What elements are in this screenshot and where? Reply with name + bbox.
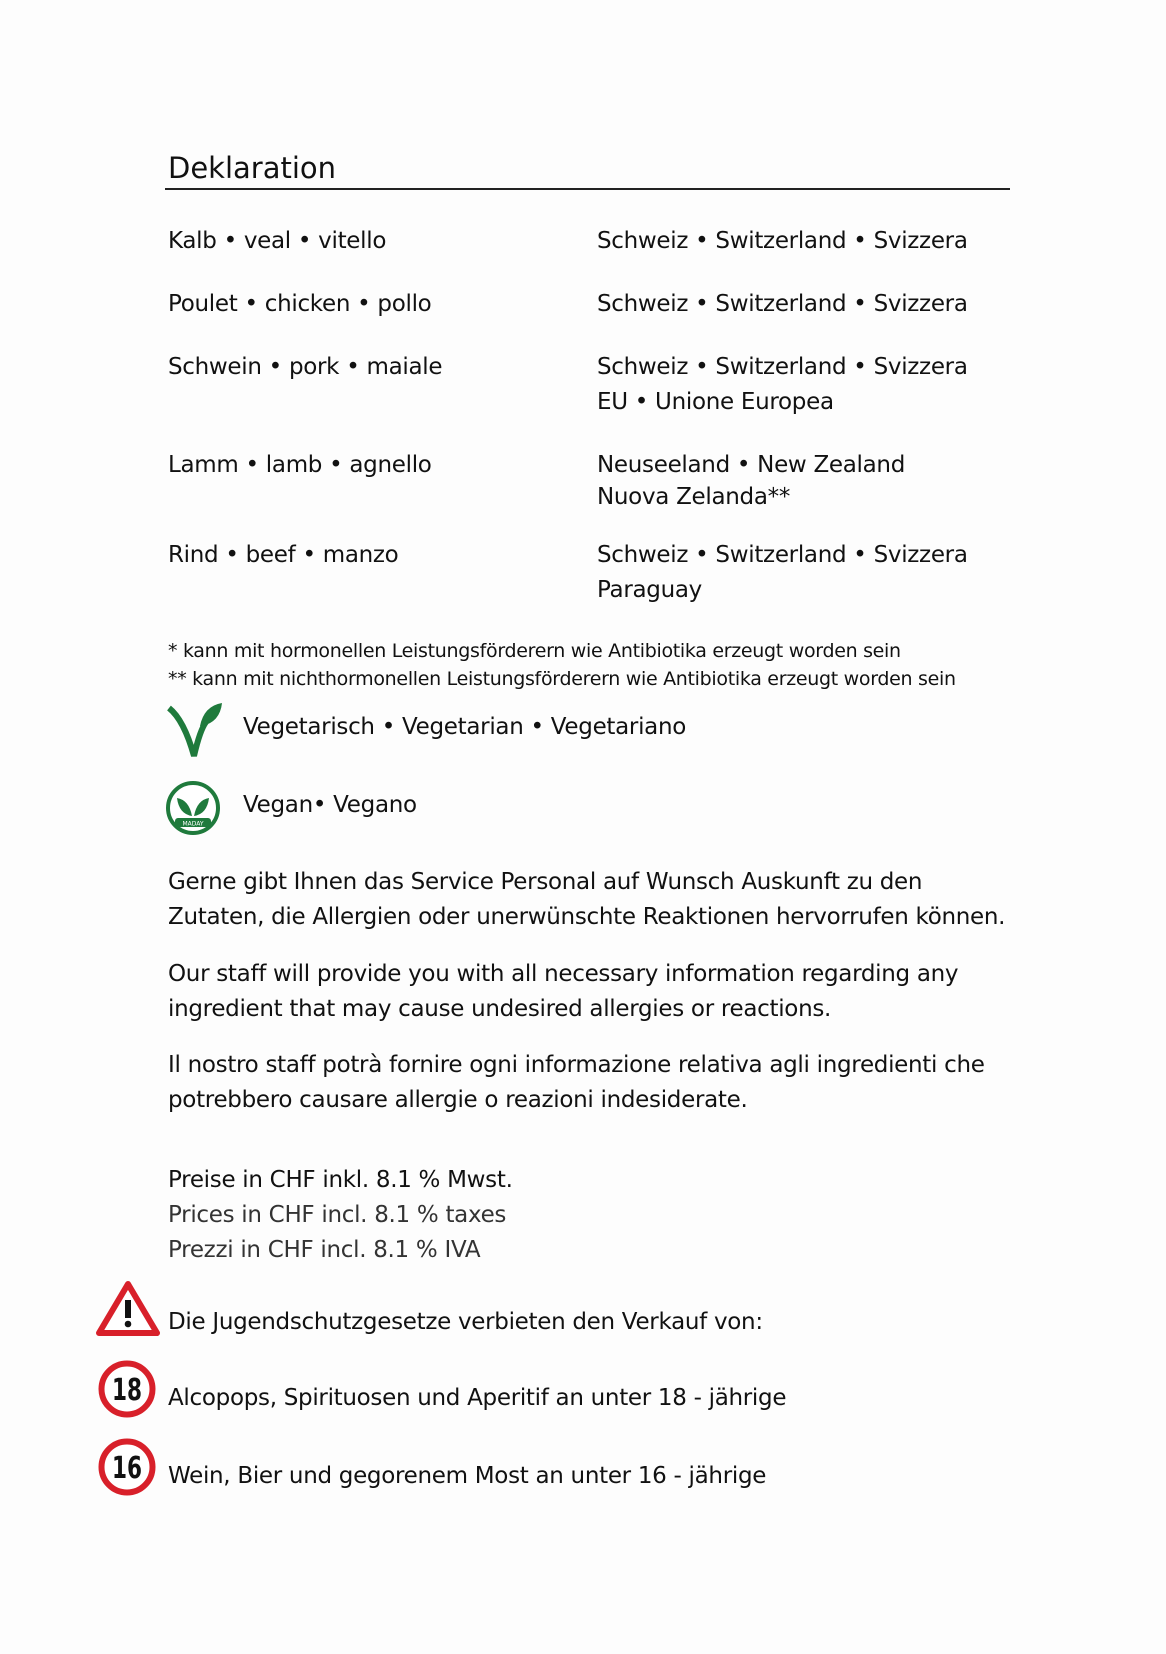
vegan-icon xyxy=(165,780,221,836)
age-18-text: 18 xyxy=(112,1373,142,1408)
meat-label: Kalb • veal • vitello xyxy=(168,228,387,254)
allergy-text-en: ingredient that may cause undesired allergies or reactions. xyxy=(168,996,832,1022)
age-16-icon xyxy=(98,1438,156,1496)
vegan-badge-text: MADAY xyxy=(182,820,204,828)
youth-line-16: Wein, Bier und gegorenem Most an unter 16 - jährige xyxy=(168,1463,767,1489)
meat-label: Poulet • chicken • pollo xyxy=(168,291,432,317)
meat-label: Lamm • lamb • agnello xyxy=(168,452,432,478)
footnote: ** kann mit nichthormonellen Leistungsförderern wie Antibiotika erzeugt worden sein xyxy=(168,668,956,690)
page-title: Deklaration xyxy=(168,151,337,185)
price-note-de: Preise in CHF inkl. 8.1 % Mwst. xyxy=(168,1167,513,1193)
origin-label: Nuova Zelanda** xyxy=(597,484,791,510)
age-16-text: 16 xyxy=(112,1451,142,1486)
allergy-text-it: Il nostro staff potrà fornire ogni informazione relativa agli ingredienti che xyxy=(168,1052,985,1078)
warning-icon xyxy=(96,1280,160,1336)
origin-label: Paraguay xyxy=(597,577,702,603)
price-note-it: Prezzi in CHF incl. 8.1 % IVA xyxy=(168,1237,481,1263)
meat-label: Schwein • pork • maiale xyxy=(168,354,443,380)
vegetarian-icon xyxy=(166,700,226,758)
title-divider xyxy=(165,188,1010,190)
vegetarian-label: Vegetarisch • Vegetarian • Vegetariano xyxy=(243,714,687,740)
youth-line-18: Alcopops, Spirituosen und Aperitif an unter 18 - jährige xyxy=(168,1385,787,1411)
footnote: * kann mit hormonellen Leistungsförderern wie Antibiotika erzeugt worden sein xyxy=(168,640,901,662)
origin-label: Schweiz • Switzerland • Svizzera xyxy=(597,542,968,568)
allergy-text-it: potrebbero causare allergie o reazioni indesiderate. xyxy=(168,1087,748,1113)
youth-heading: Die Jugendschutzgesetze verbieten den Verkauf von: xyxy=(168,1309,763,1335)
meat-label: Rind • beef • manzo xyxy=(168,542,399,568)
origin-label: Schweiz • Switzerland • Svizzera xyxy=(597,354,968,380)
allergy-text-de: Gerne gibt Ihnen das Service Personal auf Wunsch Auskunft zu den xyxy=(168,869,923,895)
vegan-label: Vegan• Vegano xyxy=(243,792,417,818)
allergy-text-de: Zutaten, die Allergien oder unerwünschte Reaktionen hervorrufen können. xyxy=(168,904,1006,930)
origin-label: EU • Unione Europea xyxy=(597,389,834,415)
origin-label: Schweiz • Switzerland • Svizzera xyxy=(597,291,968,317)
origin-label: Neuseeland • New Zealand xyxy=(597,452,906,478)
age-18-icon xyxy=(98,1360,156,1418)
price-note-en: Prices in CHF incl. 8.1 % taxes xyxy=(168,1202,507,1228)
origin-label: Schweiz • Switzerland • Svizzera xyxy=(597,228,968,254)
allergy-text-en: Our staff will provide you with all necessary information regarding any xyxy=(168,961,959,987)
